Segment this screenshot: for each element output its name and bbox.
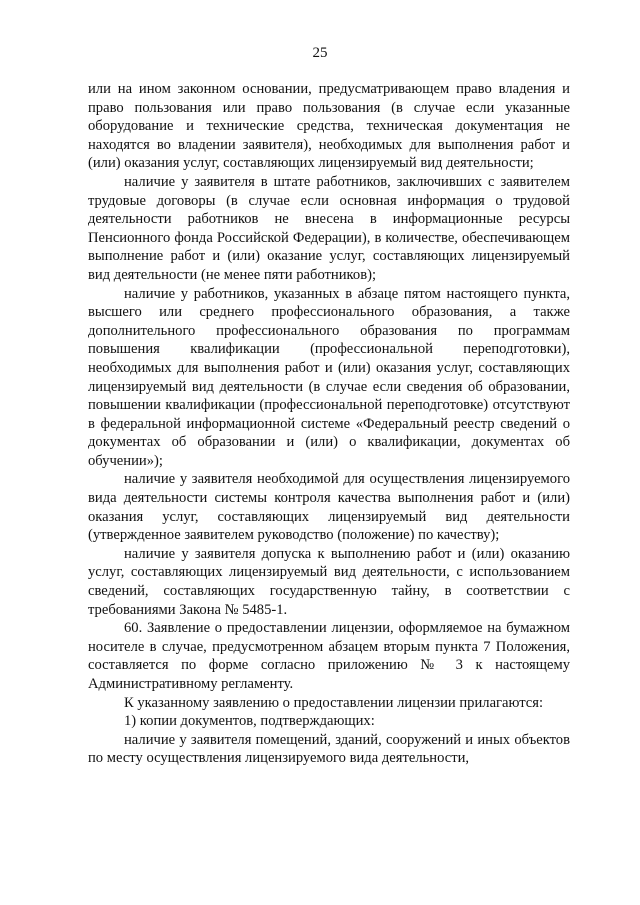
paragraph-list-item-1: 1) копии документов, подтверждающих: — [124, 713, 375, 730]
paragraph-state-secret-access: наличие у заявителя допуска к выполнению работ и (или) оказанию услуг, составляющих лицензируемый вид деятельности, с использованием сведений, составляющих государственную тайну, в соответствии с требованиями Закона № 5485-1. — [88, 545, 570, 618]
paragraph-attachments-intro: К указанному заявлению о предоставлении лицензии прилагаются: — [124, 694, 544, 711]
paragraph-staff-requirement: наличие у заявителя в штате работников, заключивших с заявителем трудовые договоры (в случае если основная информация о трудовой деятельности работников не внесена в информационные ресурсы Пенсионного фонда Российской Федерации), в количестве, обеспечивающем выполнение работ и (или) оказание услуг, составляющих лицензируемый вид деятельности (не менее пяти работников); — [88, 173, 570, 283]
paragraph-item-60: 60. Заявление о предоставлении лицензии, оформляемое на бумажном носителе в случае, предусмотренном абзацем вторым пункта 7 Положения, составляется по форме согласно приложению № 3 к настоящему Административному регламенту. — [88, 620, 570, 692]
paragraph-continuation: или на ином законном основании, предусматривающем право владения и право пользования или право пользования (в случае если указанные оборудование и технические средства, техническая документация не находятся во владении заявителя), необходимых для выполнения работ и (или) оказания услуг, составляющих лицензируемый вид деятельности; — [88, 81, 570, 172]
paragraph-education-requirement: наличие у работников, указанных в абзаце пятом настоящего пункта, высшего или среднего профессионального образования, а также дополнительного профессионального образования по программам повышения квалификации (профессиональной переподготовки), необходимых для выполнения работ и (или) оказания услуг, составляющих лицензируемый вид деятельности (в случае если сведения об образовании, повышении квалификации (профессиональной переподготовке) отсутствуют в федеральной информационной системе «Федеральный реестр сведений о документах об образовании и (или) о квалификации, документах об обучении»); — [88, 285, 570, 469]
document-body — [88, 80, 570, 768]
paragraph-premises: наличие у заявителя помещений, зданий, сооружений и иных объектов по месту осуществления лицензируемого вида деятельности, — [88, 731, 570, 767]
paragraph-quality-control: наличие у заявителя необходимой для осуществления лицензируемого вида деятельности системы контроля качества выполнения работ и (или) оказания услуг, составляющих лицензируемый вид деятельности (утвержденное заявителем руководство (положение) по качеству); — [88, 471, 570, 544]
page-number: 25 — [312, 45, 328, 61]
